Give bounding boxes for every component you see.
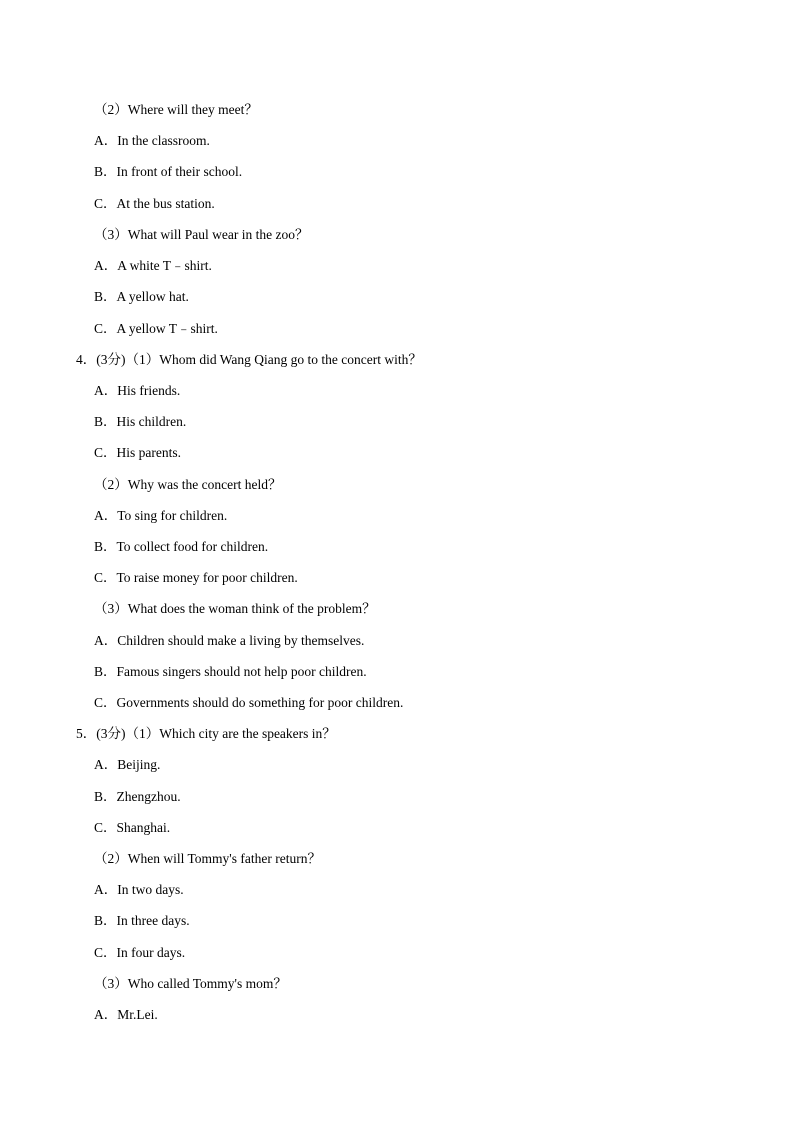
option-c: C．Shanghai. xyxy=(94,820,171,835)
sub-question-3-paul-wear: （3）What will Paul wear in the zoo？ xyxy=(94,227,309,242)
option-a: A．Mr.Lei. xyxy=(94,1007,158,1022)
option-a: A．Children should make a living by themselves. xyxy=(94,633,365,648)
option-b: B．Famous singers should not help poor children. xyxy=(94,664,367,679)
option-a: A．A white T﹣shirt. xyxy=(94,258,212,273)
option-a: A．His friends. xyxy=(94,383,181,398)
option-c: C．In four days. xyxy=(94,945,186,960)
option-c: C．Governments should do something for poor children. xyxy=(94,695,404,710)
sub-question-3-who-called: （3）Who called Tommy's mom？ xyxy=(94,976,287,991)
option-a: A．In the classroom. xyxy=(94,133,210,148)
sub-question-2-where-meet: （2）Where will they meet？ xyxy=(94,102,258,117)
option-b: B．To collect food for children. xyxy=(94,539,269,554)
option-c: C．At the bus station. xyxy=(94,196,215,211)
option-b: B．In front of their school. xyxy=(94,164,243,179)
question-4: 4．(3分)（1）Whom did Wang Qiang go to the concert with？ xyxy=(76,352,422,367)
sub-question-2-why-concert: （2）Why was the concert held？ xyxy=(94,477,282,492)
option-a: A．To sing for children. xyxy=(94,508,228,523)
option-b: B．In three days. xyxy=(94,913,190,928)
question-5: 5．(3分)（1）Which city are the speakers in？ xyxy=(76,726,336,741)
sub-question-2-father-return: （2）When will Tommy's father return？ xyxy=(94,851,321,866)
option-a: A．Beijing. xyxy=(94,757,161,772)
option-b: B．Zhengzhou. xyxy=(94,789,181,804)
option-c: C．A yellow T﹣shirt. xyxy=(94,321,218,336)
option-a: A．In two days. xyxy=(94,882,184,897)
option-c: C．His parents. xyxy=(94,445,181,460)
sub-question-3-woman-think: （3）What does the woman think of the problem？ xyxy=(94,601,376,616)
option-b: B．A yellow hat. xyxy=(94,289,189,304)
option-c: C．To raise money for poor children. xyxy=(94,570,298,585)
option-b: B．His children. xyxy=(94,414,187,429)
